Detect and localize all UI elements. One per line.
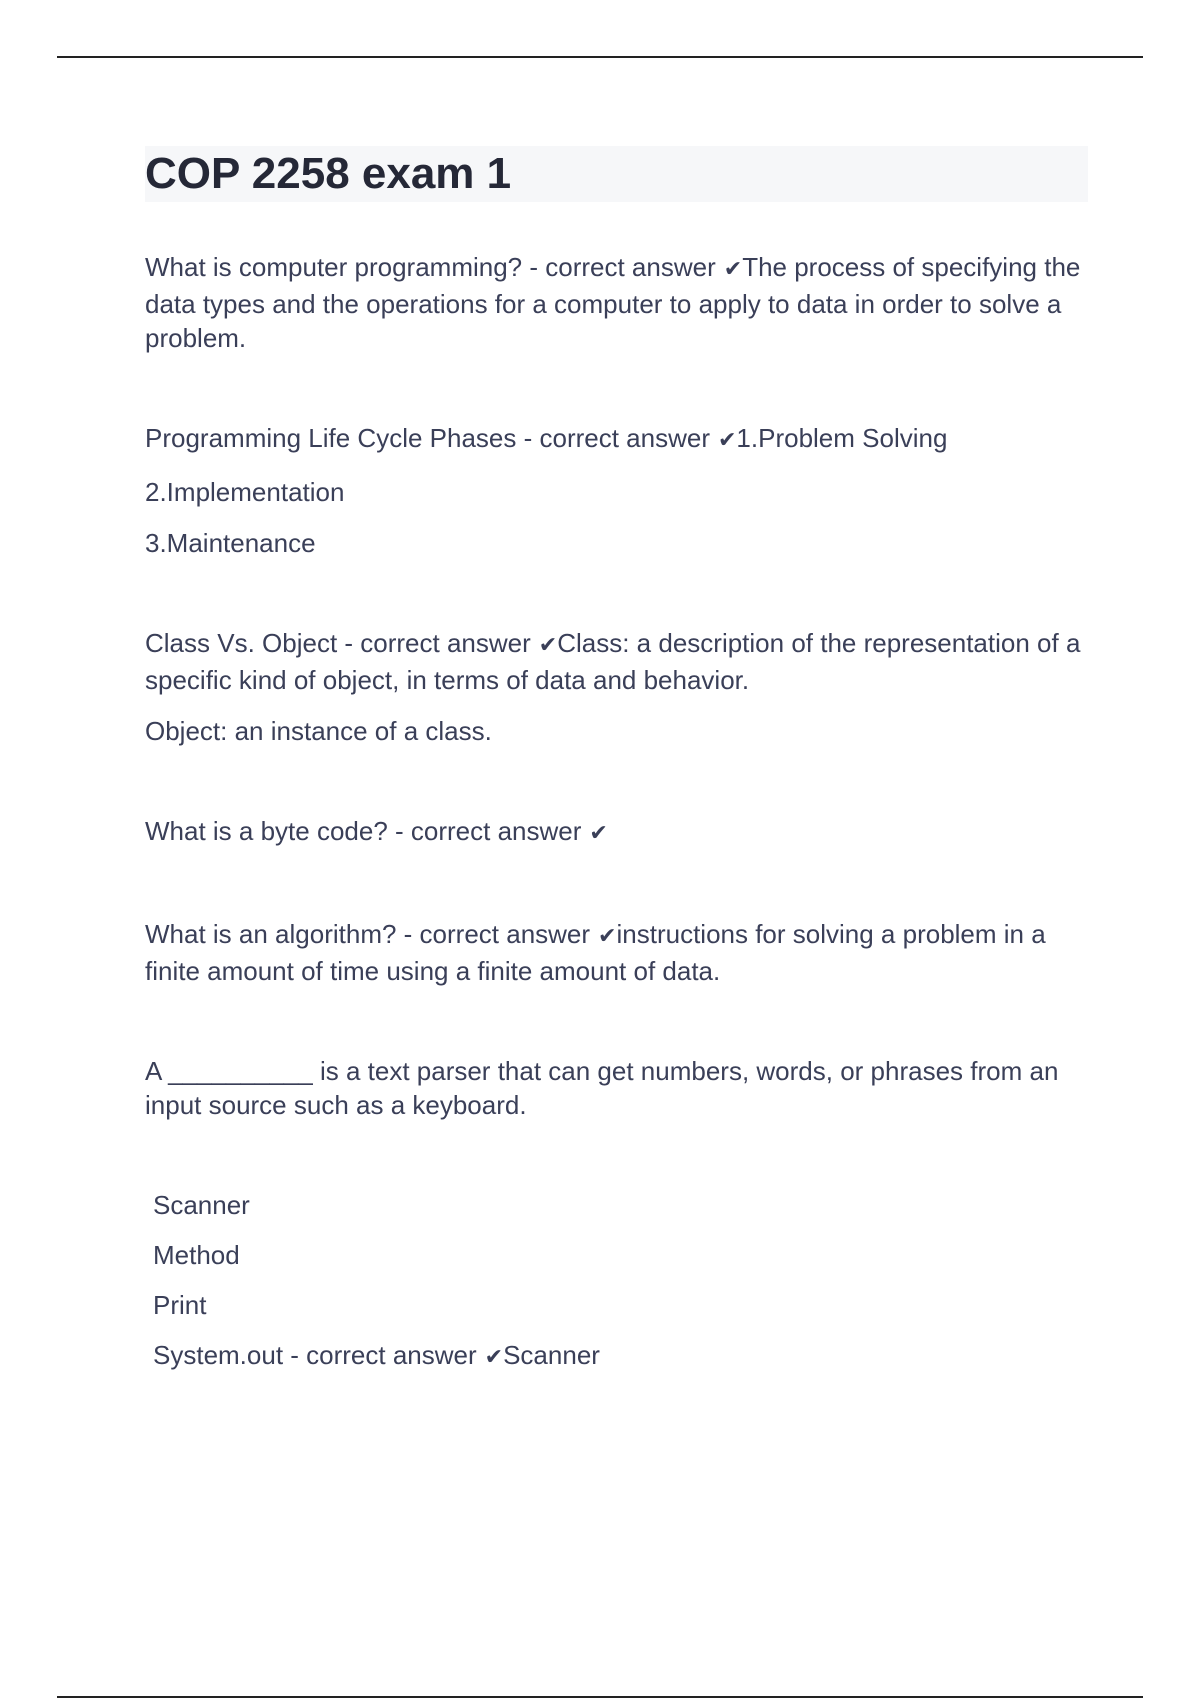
answer-text: Scanner (503, 1340, 600, 1370)
answer-text: The process of specifying the data types and the operations for a computer to apply to data in order to solve a problem. (145, 252, 1081, 353)
check-icon: ✔ (589, 821, 608, 846)
question-text: Programming Life Cycle Phases - correct answer (145, 423, 710, 453)
option-item: Scanner (153, 1190, 250, 1220)
question-text: What is an algorithm? - correct answer (145, 919, 591, 949)
document-body (145, 250, 1090, 1441)
bottom-rule (57, 1696, 1143, 1698)
question-text: What is computer programming? - correct answer (145, 252, 716, 282)
answer-text: 1.Problem Solving (736, 423, 948, 453)
option-item: Print (153, 1290, 207, 1320)
question-text: What is a byte code? - correct answer (145, 816, 582, 846)
answer-line: 2.Implementation (145, 477, 345, 507)
qa-item (145, 814, 1090, 851)
answer-line: Object: an instance of a class. (145, 716, 492, 746)
top-rule (57, 56, 1143, 58)
check-icon: ✔ (723, 257, 743, 282)
option-item (153, 1338, 1090, 1375)
question-text: A __________ is a text parser that can get numbers, words, or phrases from an input source such as a keyboard. (145, 1056, 1059, 1120)
qa-item (145, 250, 1090, 355)
qa-text (145, 814, 1090, 851)
question-text: Class Vs. Object - correct answer (145, 628, 531, 658)
option-text: System.out - correct answer (153, 1340, 477, 1370)
qa-text (145, 421, 1090, 458)
option-list (145, 1188, 1090, 1375)
answer-text: Class: a description of the representation of a specific kind of object, in terms of data and behavior. (145, 628, 1081, 695)
answer-text: instructions for solving a problem in a finite amount of time using a finite amount of data. (145, 919, 1046, 986)
answer-line: 3.Maintenance (145, 528, 316, 558)
qa-item (145, 1054, 1090, 1375)
qa-text (145, 250, 1090, 355)
qa-item (145, 421, 1090, 560)
qa-text (145, 626, 1090, 697)
qa-item (145, 917, 1090, 988)
qa-item (145, 626, 1090, 748)
check-icon: ✔ (717, 428, 737, 453)
option-item: Method (153, 1240, 240, 1270)
check-icon: ✔ (538, 633, 558, 658)
page-title: COP 2258 exam 1 (145, 149, 512, 198)
qa-text (145, 917, 1090, 988)
check-icon: ✔ (484, 1345, 504, 1370)
check-icon: ✔ (598, 924, 617, 949)
